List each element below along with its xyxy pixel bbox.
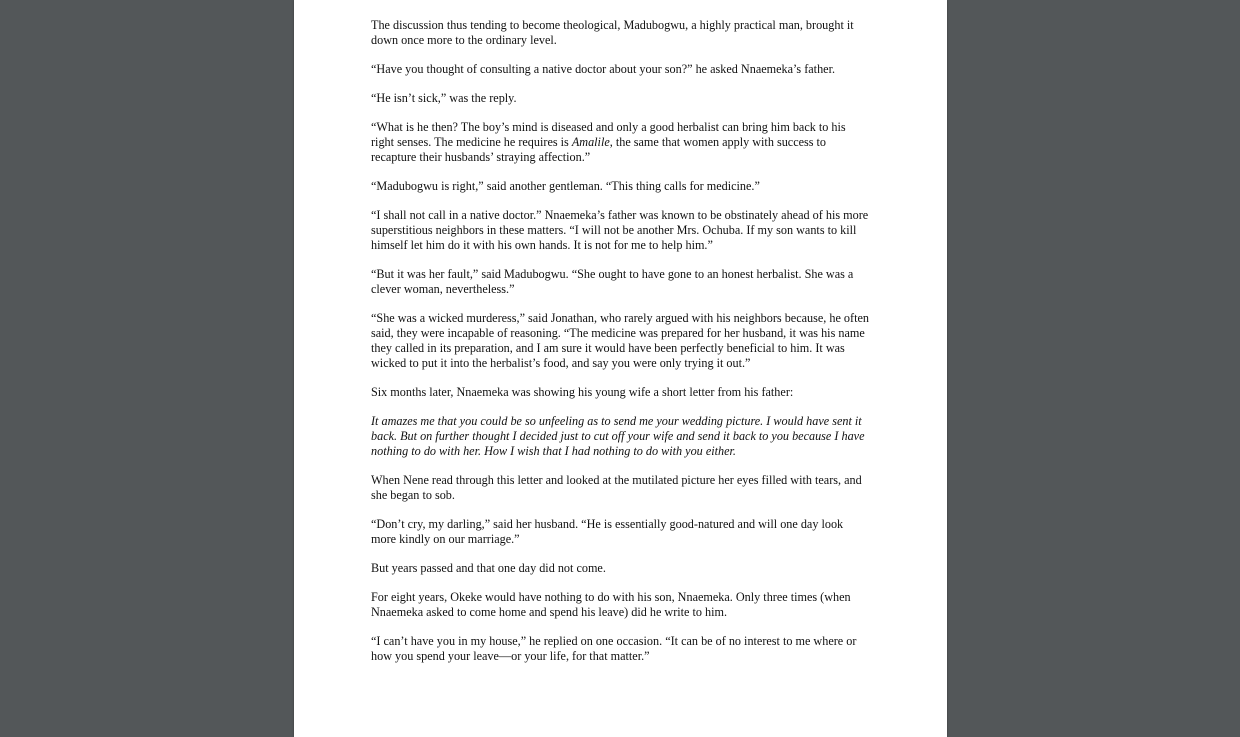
letter-text: It amazes me that you could be so unfeeling as to send me your wedding picture. I would have sent it back. But on further thought I decided just to cut off your wife and send it back to you because I have nothing to do with her. How I wish that I had nothing to do with you either. — [371, 414, 865, 458]
paragraph-14: For eight years, Okeke would have nothing to do with his son, Nnaemeka. Only three times (when Nnaemeka asked to come home and spend his leave) did he write to him. — [371, 590, 851, 619]
paragraph-7: “But it was her fault,” said Madubogwu. “She ought to have gone to an honest herbalist. She was a clever woman, nevertheless.” — [371, 267, 854, 296]
paragraph-11: When Nene read through this letter and looked at the mutilated picture her eyes filled with tears, and she began to sob. — [371, 473, 862, 502]
paragraph-13: But years passed and that one day did not come. — [371, 561, 606, 575]
paragraph-1: The discussion thus tending to become theological, Madubogwu, a highly practical man, brought it down once more to the ordinary level. — [371, 18, 854, 47]
paragraph-3: “He isn’t sick,” was the reply. — [371, 91, 517, 105]
paragraph-4 — [371, 120, 871, 165]
paragraph-5: “Madubogwu is right,” said another gentleman. “This thing calls for medicine.” — [371, 179, 760, 193]
paragraph-2: “Have you thought of consulting a native doctor about your son?” he asked Nnaemeka’s father. — [371, 62, 835, 76]
paragraph-12: “Don’t cry, my darling,” said her husband. “He is essentially good-natured and will one day look more kindly on our marriage.” — [371, 517, 844, 546]
paragraph-15: “I can’t have you in my house,” he replied on one occasion. “It can be of no interest to me where or how you spend your leave—or your life, for that matter.” — [371, 634, 857, 663]
paragraph-4-after: , the same that women apply with success to recapture their husbands’ straying affection.” — [371, 135, 827, 164]
paragraph-4-before: “What is he then? The boy’s mind is diseased and only a good herbalist can bring him back to his right senses. The medicine he requires is — [371, 120, 846, 149]
paragraph-4-emphasis: Amalile — [571, 135, 610, 149]
paragraph-8: “She was a wicked murderess,” said Jonathan, who rarely argued with his neighbors because, he often said, they were incapable of reasoning. “The medicine was prepared for her husband, it was his name they called in its preparation, and I am sure it would have been perfectly beneficial to him. It was wicked to put it into the herbalist’s food, and say you were only trying it out.” — [371, 311, 869, 370]
paragraph-9: Six months later, Nnaemeka was showing his young wife a short letter from his father: — [371, 385, 794, 399]
page-text — [371, 18, 871, 678]
paragraph-6: “I shall not call in a native doctor.” Nnaemeka’s father was known to be obstinately ahead of his more superstitious neighbors in these matters. “I will not be another Mrs. Ochuba. If my son wants to kill himself let him do it with his own hands. It is not for me to help him.” — [371, 208, 869, 252]
document-page — [294, 0, 947, 737]
